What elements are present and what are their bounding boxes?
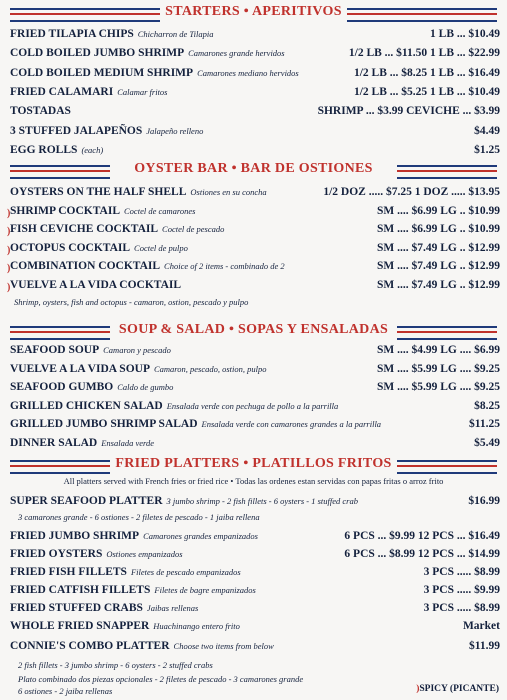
oyster-row xyxy=(7,223,500,240)
starter-item-title: TOSTADAS xyxy=(10,105,71,118)
oyster-item-desc: Ostiones en su concha xyxy=(190,187,267,197)
starter-item-desc: Camarones grande hervidos xyxy=(188,48,285,59)
starter-row xyxy=(10,144,500,161)
soup-item-price: SM .... $5.99 LG .... $9.25 xyxy=(377,381,500,393)
starter-item-name xyxy=(10,125,203,137)
oyster-item-desc: Coctel de camarones xyxy=(124,205,196,216)
oyster-row xyxy=(7,278,500,296)
oyster-item-title: COMBINATION COCKTAIL xyxy=(10,260,161,272)
starter-row xyxy=(10,105,500,122)
starter-item-desc: Camarones mediano hervidos xyxy=(197,67,299,78)
fried-item-price: 3 PCS ..... $8.99 xyxy=(423,566,500,578)
oyster-item-title: OYSTERS ON THE HALF SHELL xyxy=(10,186,187,198)
fried-item-title: SUPER SEAFOOD PLATTER xyxy=(10,495,163,507)
oyster-sub: Shrimp, oysters, fish and octopus - camaron, ostion, pescado y pulpo xyxy=(14,297,249,307)
starter-item-price: 1/2 LB ... $5.25 1 LB ... $10.49 xyxy=(353,85,500,98)
soup-item-name xyxy=(10,418,381,430)
starter-item-name xyxy=(10,105,71,117)
fried-item-title: FRIED JUMBO SHRIMP xyxy=(10,530,140,542)
spicy-icon: ) xyxy=(7,263,11,274)
soup-item-title: GRILLED CHICKEN SALAD xyxy=(10,399,163,412)
combo-sub-2: Plato combinado dos piezas opcionales - 2 filetes de pescado - 3 camarones grande xyxy=(18,674,304,684)
oyster-row xyxy=(7,204,500,222)
soup-row xyxy=(10,437,500,454)
starter-item-name xyxy=(10,144,103,156)
fried-item-title: FRIED OYSTERS xyxy=(10,548,103,560)
starter-item-title: FRIED CALAMARI xyxy=(10,85,114,98)
fried-item-name xyxy=(10,602,198,614)
oyster-item-title: OCTOPUS COCKTAIL xyxy=(10,241,131,254)
fried-item-desc: Ostiones empanizados xyxy=(106,549,183,559)
oyster-item-title: FISH CEVICHE COCKTAIL xyxy=(10,223,159,235)
fried-item-desc: Camarones grandes empanizados xyxy=(143,531,258,541)
fried-item-name xyxy=(10,566,241,578)
fried-item-name xyxy=(10,495,358,507)
soup-item-price: $5.49 xyxy=(474,436,500,449)
starter-row xyxy=(10,28,500,45)
fried-item-desc: 3 jumbo shrimp - 2 fish fillets - 6 oysters - 1 stuffed crab xyxy=(166,496,358,506)
oyster-item-price: SM .... $7.49 LG .. $12.99 xyxy=(377,278,500,291)
oyster-item-name xyxy=(10,279,181,291)
oyster-row xyxy=(7,241,500,259)
oyster-title: OYSTER BAR • BAR DE OSTIONES xyxy=(134,161,373,176)
fried-item-price: $11.99 xyxy=(469,640,500,652)
fried-item-price: 3 PCS ..... $8.99 xyxy=(423,602,500,614)
fried-row xyxy=(10,602,500,619)
oyster-item-name xyxy=(10,186,267,198)
starter-item-desc: Calamar fritos xyxy=(117,86,168,97)
fried-item-price: 6 PCS ... $8.99 12 PCS ... $14.99 xyxy=(344,548,500,560)
oyster-header xyxy=(0,161,507,183)
fried-item-title: FRIED FISH FILLETS xyxy=(10,566,127,578)
fried-item-desc: Jaibas rellenas xyxy=(146,603,199,613)
soup-item-price: $8.25 xyxy=(474,399,500,412)
soup-item-title: GRILLED JUMBO SHRIMP SALAD xyxy=(10,418,198,430)
starter-row xyxy=(10,125,500,142)
soup-row xyxy=(10,344,500,361)
fried-item-name xyxy=(10,584,256,596)
starter-row xyxy=(10,47,500,64)
oyster-item-name xyxy=(10,223,224,235)
spicy-icon: ) xyxy=(7,281,11,293)
oyster-item-desc: Coctel de pescado xyxy=(162,224,225,234)
soup-item-desc: Camaron, pescado, ostion, pulpo xyxy=(153,363,267,374)
fried-item-name xyxy=(10,548,183,560)
fried-note: All platters served with French fries or fried rice • Todas las ordenes estan servidas con papas fritas o arroz frito xyxy=(63,476,444,486)
starter-item-title: FRIED TILAPIA CHIPS xyxy=(10,28,134,40)
fried-row xyxy=(10,566,500,583)
soup-item-price: SM .... $4.99 LG .... $6.99 xyxy=(377,344,500,356)
fried-item-name xyxy=(10,530,258,542)
oyster-item-price: SM .... $7.49 LG .. $12.99 xyxy=(377,241,500,254)
fried-title: FRIED PLATTERS • PLATILLOS FRITOS xyxy=(115,456,392,471)
soup-header xyxy=(0,322,507,344)
starter-item-price: SHRIMP ... $3.99 CEVICHE ... $3.99 xyxy=(317,105,500,118)
starter-item-title: COLD BOILED MEDIUM SHRIMP xyxy=(10,66,194,79)
oyster-item-title: SHRIMP COCKTAIL xyxy=(10,204,121,217)
spicy-legend xyxy=(416,684,499,694)
fried-item-title: WHOLE FRIED SNAPPER xyxy=(10,620,150,632)
soup-item-desc: Ensalada verde con camarones grandes a la parrilla xyxy=(201,419,382,429)
fried-header xyxy=(0,456,507,478)
starter-item-name xyxy=(10,28,214,40)
starter-item-name xyxy=(10,86,168,98)
soup-item-desc: Caldo de gumbo xyxy=(117,382,174,392)
fried-row xyxy=(10,620,500,637)
oyster-item-price: 1/2 DOZ ..... $7.25 1 DOZ ..... $13.95 xyxy=(323,186,500,198)
soup-row xyxy=(10,381,500,398)
starter-row xyxy=(10,86,500,103)
soup-row xyxy=(10,363,500,380)
spicy-icon: ) xyxy=(416,684,420,694)
combo-sub-1: 2 fish fillets - 3 jumbo shrimp - 6 oysters - 2 stuffed crabs xyxy=(18,660,213,670)
soup-item-name xyxy=(10,363,267,375)
soup-item-title: VUELVE A LA VIDA SOUP xyxy=(10,362,150,375)
starters-title: STARTERS • APERITIVOS xyxy=(165,4,342,19)
soup-item-price: SM .... $5.99 LG .... $9.25 xyxy=(377,362,500,375)
starter-item-title: 3 STUFFED JALAPEÑOS xyxy=(10,124,143,137)
soup-item-desc: Ensalada verde xyxy=(101,437,155,448)
fried-item-name xyxy=(10,620,240,632)
fried-item-desc: Filetes de bagre empanizados xyxy=(154,585,256,595)
fried-row xyxy=(10,530,500,547)
oyster-item-desc: Coctel de pulpo xyxy=(134,242,188,253)
fried-item-title: CONNIE'S COMBO PLATTER xyxy=(10,640,170,652)
oyster-item-price: SM .... $7.49 LG .. $12.99 xyxy=(377,260,500,272)
fried-row xyxy=(10,495,500,512)
starters-header xyxy=(0,4,507,26)
soup-item-desc: Camaron y pescado xyxy=(103,345,171,355)
soup-item-title: DINNER SALAD xyxy=(10,436,98,449)
oyster-row xyxy=(7,260,500,277)
oyster-item-name xyxy=(10,205,195,217)
spicy-legend-text: SPICY (PICANTE) xyxy=(419,684,499,694)
starter-item-desc: Chicharron de Tilapia xyxy=(137,29,214,39)
starter-item-desc: (each) xyxy=(81,144,104,155)
starter-item-title: EGG ROLLS xyxy=(10,143,78,156)
starter-item-desc: Jalapeño relleno xyxy=(146,125,204,136)
soup-item-title: SEAFOOD SOUP xyxy=(10,344,100,356)
fried-item-price: 3 PCS ..... $9.99 xyxy=(423,584,500,596)
fried-item-title: FRIED STUFFED CRABS xyxy=(10,602,143,614)
soup-item-name xyxy=(10,381,173,393)
fried-item-desc: Filetes de pescado empanizados xyxy=(130,567,241,577)
fried-item-desc: Choose two items from below xyxy=(173,641,274,651)
fried-item-price: Market xyxy=(462,620,500,632)
soup-item-name xyxy=(10,437,154,449)
combo-sub-3: 6 ostiones - 2 jaiba rellenas xyxy=(18,686,113,696)
fried-row xyxy=(10,640,500,657)
starter-item-name xyxy=(10,67,299,79)
soup-item-price: $11.25 xyxy=(469,418,500,430)
soup-row xyxy=(10,418,500,435)
fried-row xyxy=(10,548,500,565)
soup-item-name xyxy=(10,400,338,412)
starter-item-title: COLD BOILED JUMBO SHRIMP xyxy=(10,47,185,60)
starter-item-price: 1/2 LB ... $8.25 1 LB ... $16.49 xyxy=(353,66,500,79)
soup-title: SOUP & SALAD • SOPAS Y ENSALADAS xyxy=(118,322,389,337)
spicy-icon: ) xyxy=(7,226,11,237)
oyster-item-name xyxy=(10,260,285,272)
oyster-item-name xyxy=(10,242,188,254)
starter-row xyxy=(10,67,500,84)
oyster-row xyxy=(10,186,500,203)
oyster-item-price: SM .... $6.99 LG .. $10.99 xyxy=(377,204,500,217)
oyster-item-desc: Choice of 2 items - combinado de 2 xyxy=(164,261,285,271)
soup-item-title: SEAFOOD GUMBO xyxy=(10,381,114,393)
fried-row xyxy=(10,584,500,601)
starter-item-price: 1 LB ... $10.49 xyxy=(430,28,500,40)
oyster-item-price: SM .... $6.99 LG .. $10.99 xyxy=(377,223,500,235)
fried-item-price: 6 PCS ... $9.99 12 PCS ... $16.49 xyxy=(344,530,500,542)
soup-item-name xyxy=(10,344,171,356)
spicy-icon: ) xyxy=(7,207,11,219)
starter-item-price: 1/2 LB ... $11.50 1 LB ... $22.99 xyxy=(348,47,500,60)
fried-item-price: $16.99 xyxy=(468,495,500,507)
starter-item-name xyxy=(10,47,285,59)
starter-item-price: $4.49 xyxy=(474,124,500,137)
fried-item-desc: Huachinango entero frito xyxy=(153,621,240,631)
starter-item-price: $1.25 xyxy=(474,143,500,156)
spicy-icon: ) xyxy=(7,244,11,256)
fried-item-name xyxy=(10,640,274,652)
oyster-item-title: VUELVE A LA VIDA COCKTAIL xyxy=(10,278,182,291)
fried-item-title: FRIED CATFISH FILLETS xyxy=(10,584,151,596)
super-platter-sub: 3 camarones grande - 6 ostiones - 2 filetes de pescado - 1 jaiba rellena xyxy=(18,512,260,522)
soup-row xyxy=(10,400,500,417)
soup-item-desc: Ensalada verde con pechuga de pollo a la parrilla xyxy=(166,400,339,411)
